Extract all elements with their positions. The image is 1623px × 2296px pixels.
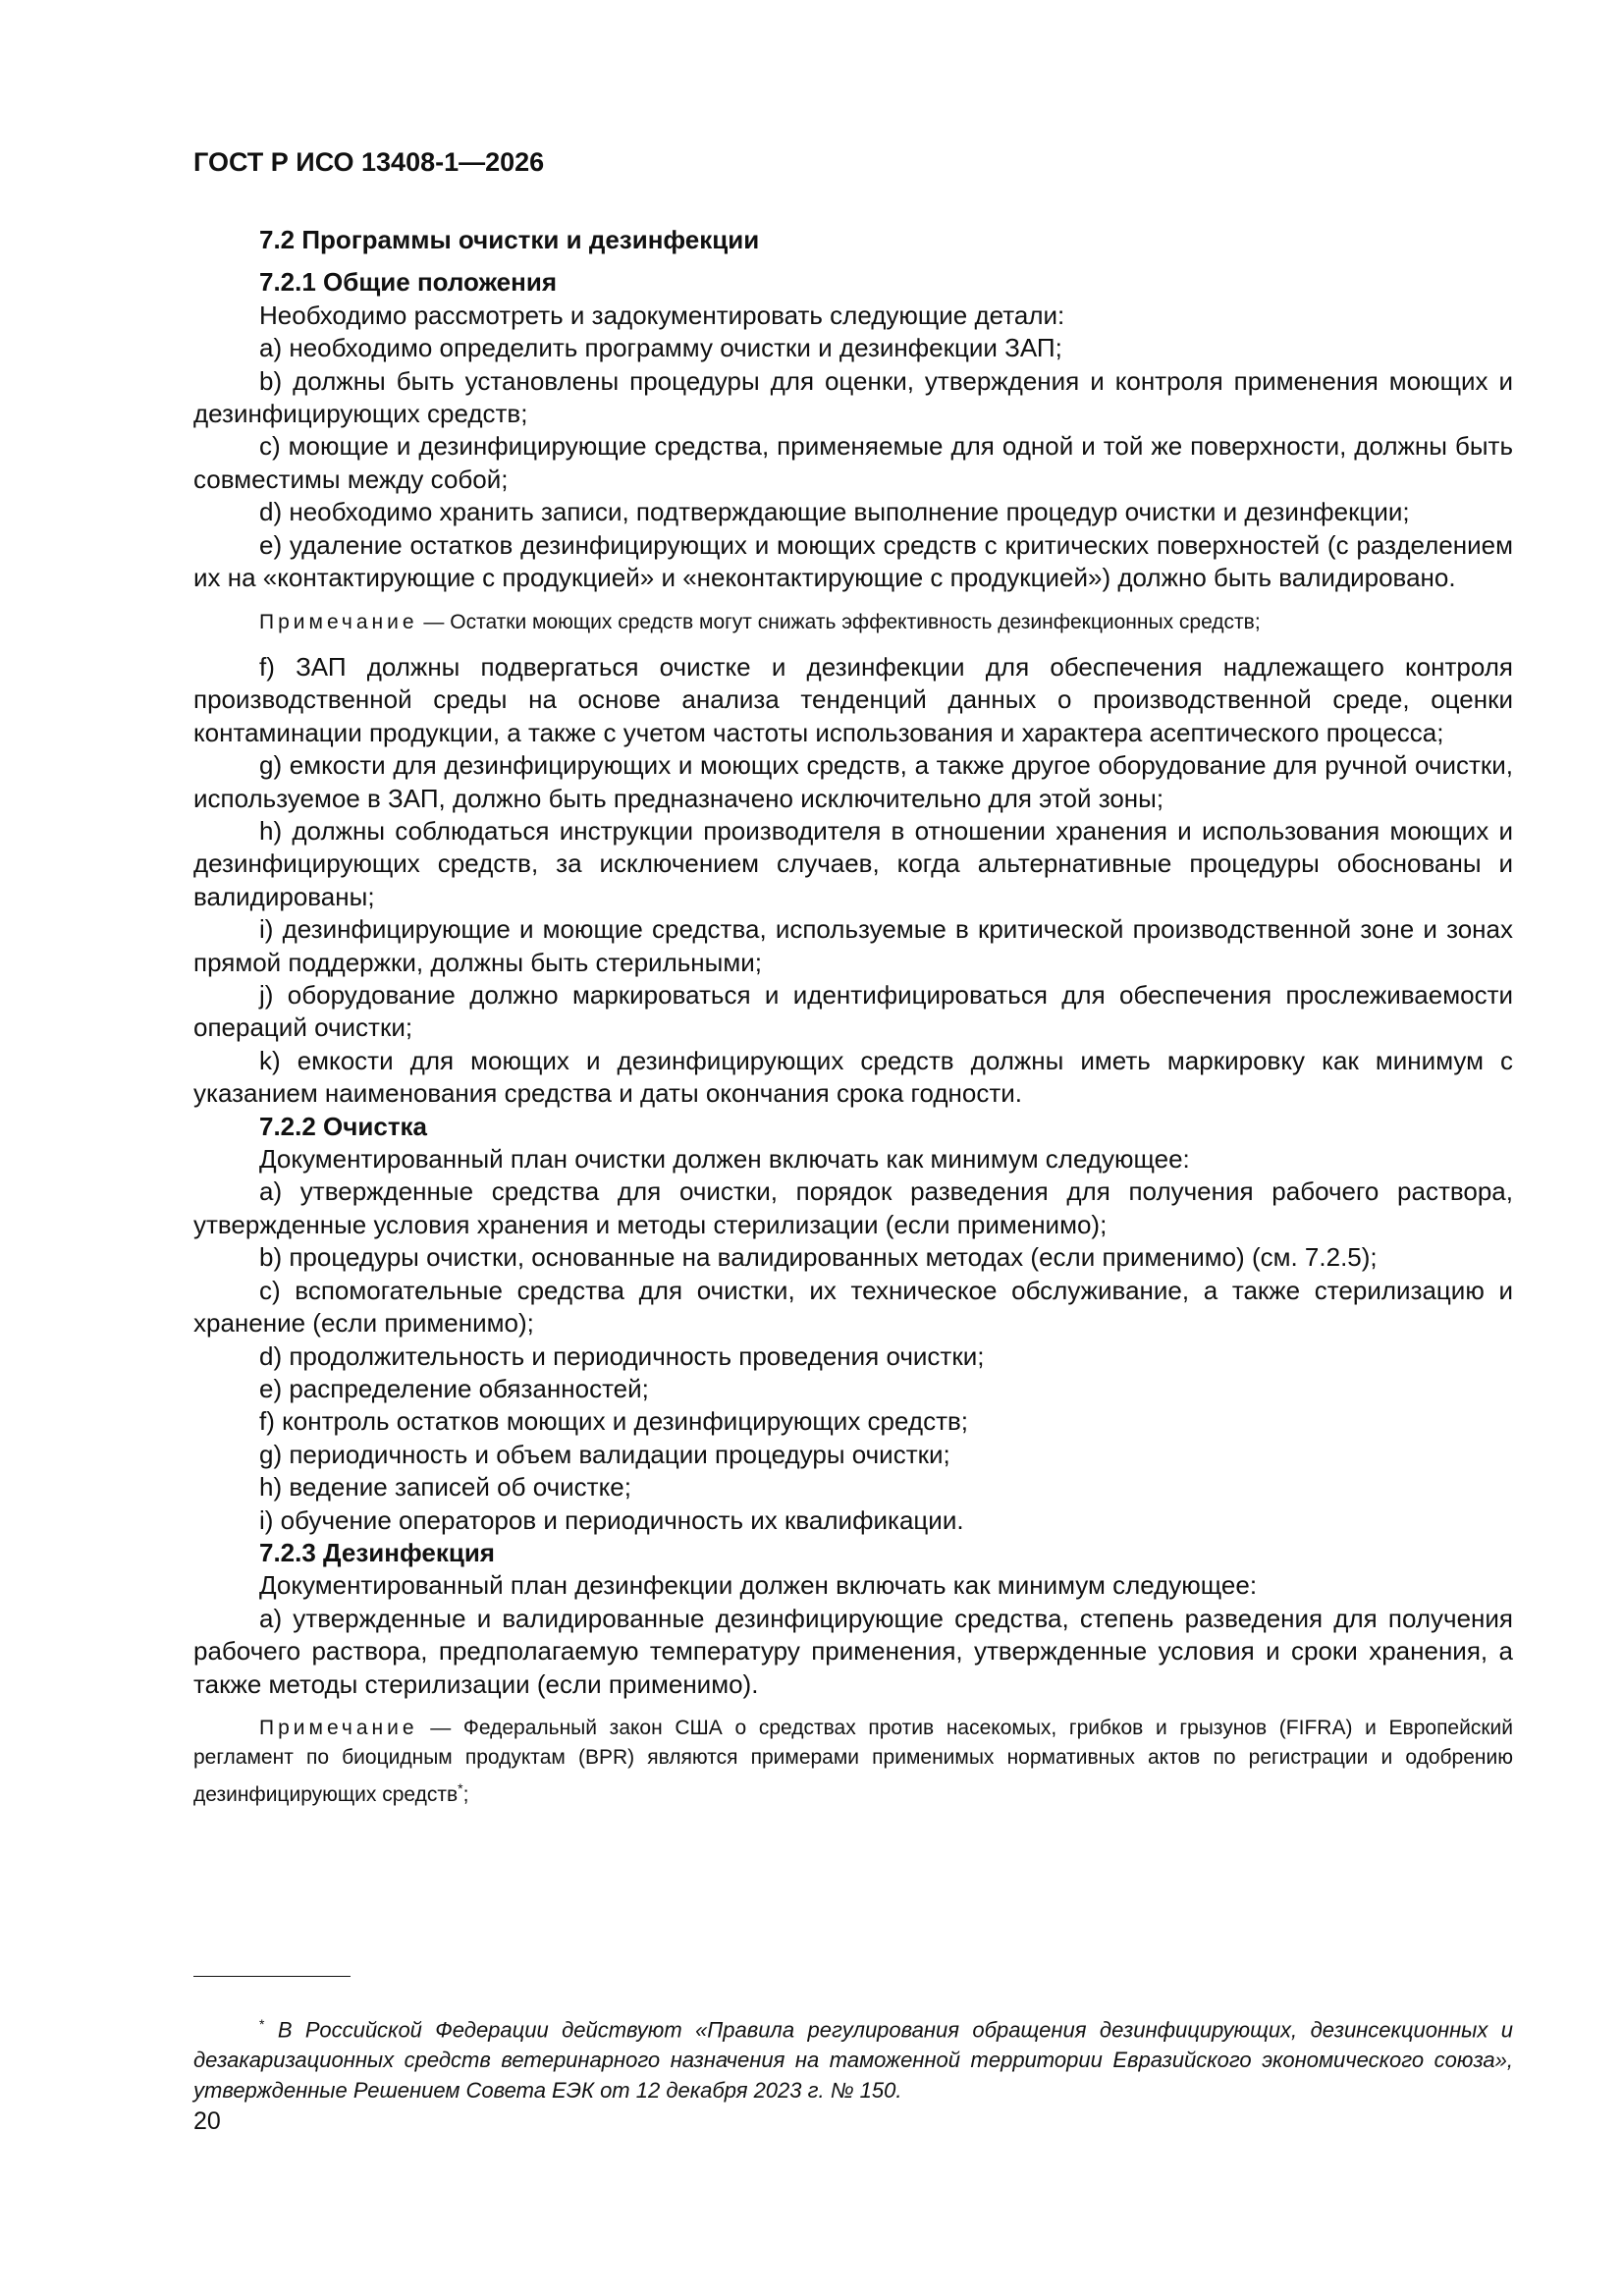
list-item: d) необходимо хранить записи, подтверждающие выполнение процедур очистки и дезинфекции; [259, 497, 1410, 527]
note-text: — Остатки моющих средств могут снижать эффективность дезинфекционных средств; [417, 611, 1261, 634]
page-content [193, 224, 1513, 1810]
footnote-mark: * [259, 2016, 265, 2032]
paragraph: Документированный план очистки должен включать как минимум следующее: [259, 1144, 1190, 1175]
footnote-text: В Российской Федерации действуют «Правила регулирования обращения дезинфицирующих, дезинсекционных и дезакаризационных средств ветеринарного назначения на таможенной территории Евразийского экономического союза», утвержденные Решением Совета ЕЭК от 12 декабря 2023 г. № 150. [193, 2017, 1513, 2104]
section-title: 7.2 Программы очистки и дезинфекции [259, 225, 760, 254]
list-item: k) емкости для моющих и дезинфицирующих средств должны иметь маркировку как минимум с указанием наименования средства и даты окончания срока годности. [193, 1045, 1513, 1109]
list-item: f) ЗАП должны подвергаться очистке и дезинфекции для обеспечения надлежащего контроля производственной среды на основе анализа тенденций данных о производственной среде, оценки контаминации продукции, а также с учетом частоты использования и характера асептического процесса; [193, 651, 1513, 747]
list-item: f) контроль остатков моющих и дезинфицирующих средств; [259, 1406, 969, 1437]
paragraph: Документированный план дезинфекции должен включать как минимум следующее: [259, 1570, 1258, 1601]
paragraph: Необходимо рассмотреть и задокументировать следующие детали: [259, 300, 1065, 330]
list-item: с) моющие и дезинфицирующие средства, применяемые для одной и той же поверхности, должны быть совместимы между собой; [193, 431, 1513, 494]
note-723 [193, 1714, 1513, 1811]
note-label: Примечание [259, 611, 418, 634]
list-item: а) необходимо определить программу очистки и дезинфекции ЗАП; [259, 333, 1062, 363]
note-label: Примечание [259, 1716, 418, 1739]
footnote [193, 2009, 1513, 2105]
subsection-title-723: 7.2.3 Дезинфекция [259, 1537, 495, 1567]
footnote-divider [193, 1976, 351, 1977]
note-text: — Федеральный закон США о средствах против насекомых, грибков и грызунов (FIFRA) и Европейский регламент по биоцидным продуктам (BPR) являются примерами применимых нормативных актов по регистрации и одобрению дезинфицирующих средств [193, 1716, 1513, 1806]
list-item: d) продолжительность и периодичность проведения очистки; [259, 1340, 985, 1371]
list-item: j) оборудование должно маркироваться и идентифицироваться для обеспечения прослеживаемости операций очистки; [193, 980, 1513, 1043]
list-item: i) обучение операторов и периодичность их квалификации. [259, 1504, 964, 1535]
footnote-ref[interactable]: * [458, 1779, 463, 1796]
list-item: h) должны соблюдаться инструкции производителя в отношении хранения и использования моющих и дезинфицирующих средств, за исключением случаев, когда альтернативные процедуры обоснованы и валидированы; [193, 816, 1513, 911]
list-item: а) утвержденные и валидированные дезинфицирующие средства, степень разведения для получения рабочего раствора, предполагаемую температуру применения, утвержденные условия и сроки хранения, а также методы стерилизации (если применимо). [193, 1603, 1513, 1699]
list-item: i) дезинфицирующие и моющие средства, используемые в критической производственной зоне и зонах прямой поддержки, должны быть стерильными; [193, 914, 1513, 977]
page-number: 20 [193, 2107, 221, 2135]
list-item: b) должны быть установлены процедуры для оценки, утверждения и контроля применения моющих и дезинфицирующих средств; [193, 365, 1513, 429]
list-item: h) ведение записей об очистке; [259, 1472, 631, 1503]
note-721 [193, 608, 1513, 638]
list-item: е) удаление остатков дезинфицирующих и моющих средств с критических поверхностей (с разделением их на «контактирующие с продукцией» и «неконтактирующие с продукцией») должно быть валидировано. [193, 529, 1513, 593]
list-item: а) утвержденные средства для очистки, порядок разведения для получения рабочего раствора, утвержденные условия хранения и методы стерилизации (если применимо); [193, 1176, 1513, 1239]
subsection-title-721: 7.2.1 Общие положения [259, 267, 557, 298]
document-id-header: ГОСТ Р ИСО 13408-1—2026 [193, 147, 545, 177]
list-item: е) распределение обязанностей; [259, 1373, 649, 1403]
list-item: g) периодичность и объем валидации процедуры очистки; [259, 1439, 950, 1469]
list-item: b) процедуры очистки, основанные на валидированных методах (если применимо) (см. 7.2.5); [259, 1242, 1378, 1273]
subsection-title-722: 7.2.2 Очистка [259, 1111, 428, 1141]
list-item: с) вспомогательные средства для очистки, их техническое обслуживание, а также стерилизацию и хранение (если применимо); [193, 1275, 1513, 1339]
list-item: g) емкости для дезинфицирующих и моющих средств, а также другое оборудование для ручной очистки, используемое в ЗАП, должно быть предназначено исключительно для этой зоны; [193, 750, 1513, 813]
note-end: ; [462, 1782, 469, 1806]
